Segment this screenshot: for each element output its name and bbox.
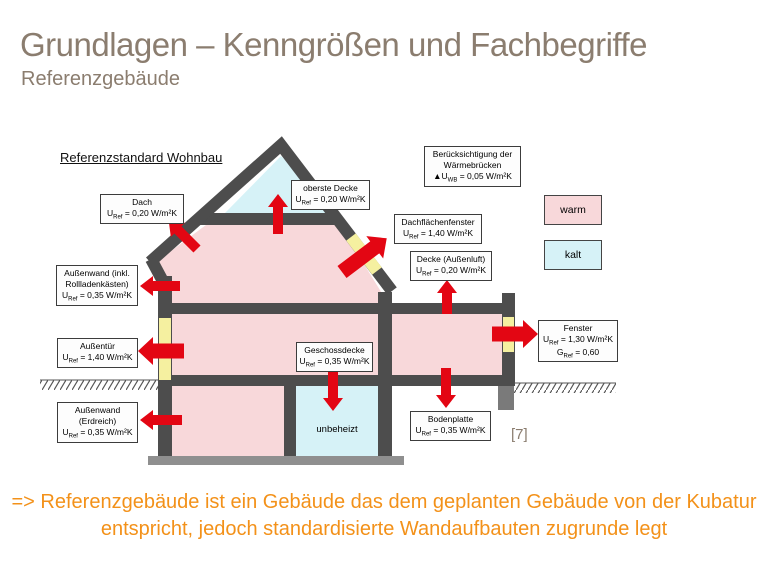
label-line: $U_{Ref} = 1,30$ W/m²K <box>542 334 614 347</box>
conclusion-text <box>0 489 768 542</box>
label-oberste-decke <box>291 180 370 210</box>
label-line: $U_{Ref} = 0,20$ W/m²K <box>106 208 178 221</box>
right-main-wall <box>378 292 392 456</box>
basement-partition-wall <box>284 386 296 456</box>
citation: [7] <box>511 426 528 443</box>
label-line: Dachflächenfenster <box>401 217 475 227</box>
label-decke-aussenluft <box>410 251 492 281</box>
label-line: Fenster <box>563 323 593 333</box>
basement-bottom-plate <box>148 456 404 465</box>
page-subtitle: Referenzgebäude <box>21 68 181 90</box>
label-line: $U_{Ref} = 1,40$ W/m²K <box>62 352 133 365</box>
label-line: $U_{Ref} = 0,35$ W/m²K <box>61 290 133 303</box>
legend-warm: warm <box>544 195 602 225</box>
annex-foundation-stub <box>498 386 514 410</box>
label-line: Berücksichtigung der <box>432 149 513 159</box>
label-line: Bodenplatte <box>427 414 474 424</box>
label-aussentuer <box>57 338 138 368</box>
conclusion-line-1: => Referenzgebäude ist ein Gebäude das dem geplanten Gebäude von der Kubatur <box>11 491 757 513</box>
annex-room <box>392 314 502 375</box>
label-line: $G_{Ref} = 0,60$ <box>556 346 600 360</box>
label-line: Decke (Außenluft) <box>416 254 486 264</box>
page-title: Grundlagen – Kenngrößen und Fachbegriffe <box>20 26 648 63</box>
basement-room <box>172 386 284 456</box>
label-dachflaechenfenster <box>394 214 482 244</box>
diagram-heading: Referenzstandard Wohnbau <box>60 150 223 165</box>
label-line: oberste Decke <box>303 183 358 193</box>
label-line: Außenwand (inkl. <box>64 268 130 278</box>
label-fenster <box>538 320 618 362</box>
label-line: $U_{Ref} = 0,20$ W/m²K <box>295 194 366 207</box>
label-bodenplatte <box>410 411 491 441</box>
label-geschossdecke <box>296 342 373 372</box>
label-line: $U_{Ref} = 0,20$ W/m²K <box>415 265 487 278</box>
label-dach <box>100 194 184 224</box>
top-ceiling-slab <box>200 213 338 225</box>
label-line: (Erdreich) <box>78 416 117 427</box>
label-line: Dach <box>132 197 152 207</box>
conclusion-line-2: entspricht, jedoch standardisierte Wandaufbauten zugrunde legt <box>100 517 668 540</box>
unheated-room-label: unbeheizt <box>316 424 358 435</box>
label-line: Rollladenkästen) <box>65 279 129 290</box>
label-aussenwand-erdreich <box>57 402 138 443</box>
label-line: $U_{Ref} = 0,35$ W/m²K <box>299 356 370 369</box>
label-line: $U_{Ref} = 0,35$ W/m²K <box>62 427 133 440</box>
label-line: Außentür <box>80 341 115 351</box>
label-line: $U_{Ref} = 0,35$ W/m²K <box>415 425 486 438</box>
label-line: $▲U_{WB} = 0,05$ W/m²K <box>433 171 512 184</box>
label-waermebruecken <box>424 146 521 187</box>
label-line: $U_{Ref} = 1,40$ W/m²K <box>402 228 474 241</box>
legend-kalt: kalt <box>544 240 602 270</box>
ground-hatch-right <box>514 383 616 393</box>
label-aussenwand-inkl <box>56 265 138 306</box>
attic-floor-slab <box>158 303 514 314</box>
label-line: Geschossdecke <box>304 345 365 355</box>
label-line: Wärmebrücken <box>443 160 502 171</box>
ground-hatch-left <box>40 380 158 390</box>
label-line: Außenwand <box>74 405 121 415</box>
